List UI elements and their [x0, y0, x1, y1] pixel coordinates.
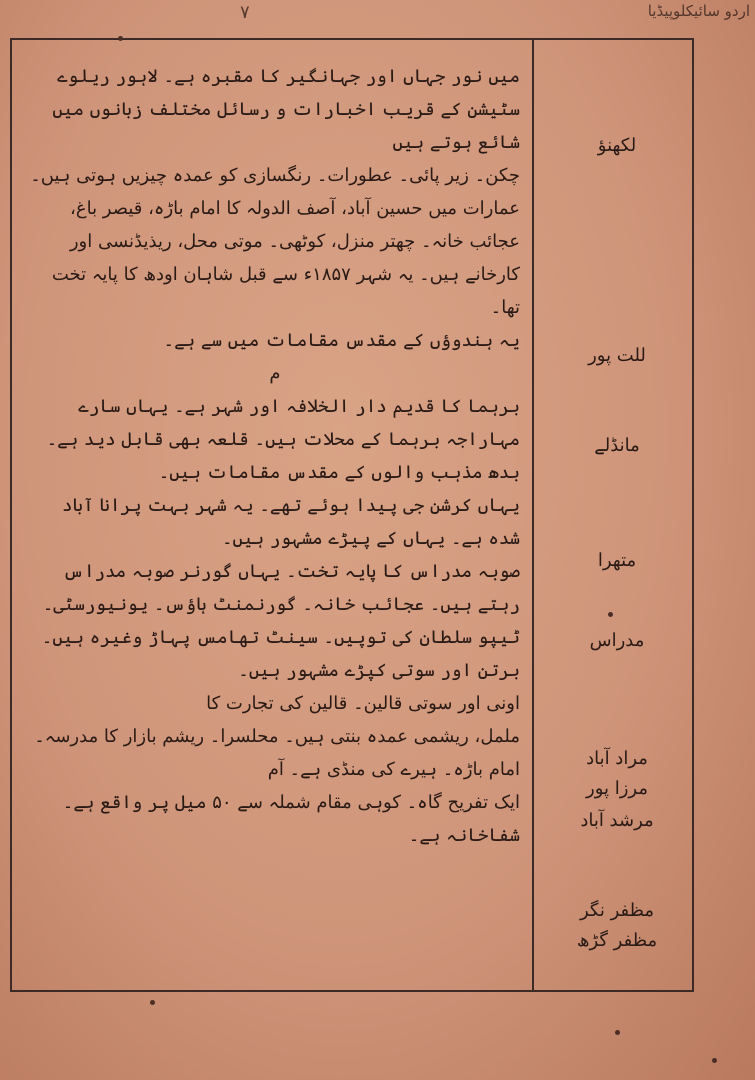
- ink-speck: [712, 1058, 717, 1063]
- place-label: مراد آباد: [586, 748, 648, 769]
- paragraph-mandalay: برہما کا قدیم دار الخلافہ اور شہر ہے۔ یہاں سارے مہاراجہ برہما کے محلات ہیں۔ قلعہ بھی قابل دید ہے۔ بدھ مذہب والوں کے مقدس مقامات ہیں۔: [46, 396, 520, 483]
- ink-speck: [150, 1000, 155, 1005]
- paragraph-muzaffarnagar: ایک تفریح گاہ۔ کوہی مقام شملہ سے ۵۰ میل پر واقع ہے۔ شفاخانہ ہے۔: [62, 792, 520, 846]
- place-label: للت پور: [588, 345, 646, 366]
- paragraph-mathura: یہاں کرشن جی پیدا ہوئے تھے۔ یہ شہر بہت پرانا آباد شدہ ہے۔ یہاں کے پیڑے مشہور ہیں۔: [62, 495, 520, 549]
- ink-speck: [118, 36, 123, 41]
- paragraph-lucknow: چکن۔ زیر پائی۔ عطورات۔ رنگسازی کو عمدہ چیزیں ہوتی ہیں۔ عمارات میں حسین آباد، آصف الدولہ کا امام باڑہ، قیصر باغ، عجائب خانہ۔ چھتر منزل، کوٹھی۔ موتی محل، ریذیڈنسی اور کارخانے ہیں۔ یہ شہر ۱۸۵۷ء سے قبل شاہان اودھ کا پایہ تخت تھا۔: [30, 165, 520, 318]
- paragraph-lalitpur: یہ ہندوؤں کے مقدس مقامات میں سے ہے۔: [163, 330, 520, 351]
- page-frame: [10, 38, 694, 992]
- ink-speck: [615, 1030, 620, 1035]
- column-divider: [532, 40, 534, 990]
- place-label: مدراس: [589, 630, 645, 651]
- place-label: مرشد آباد: [580, 810, 654, 831]
- header-title: اردو سائیکلوپیڈیا: [647, 2, 750, 20]
- place-label: لکھنؤ: [597, 135, 637, 156]
- place-label: مرزا پور: [586, 778, 648, 799]
- body-column: [30, 60, 520, 852]
- paragraph-madras: صوبہ مدراس کا پایہ تخت۔ یہاں گورنر صوبہ مدراس رہتے ہیں۔ عجائب خانہ۔ گورنمنٹ ہاؤس۔ یونیورسٹی۔ ٹیپو سلطان کی توپیں۔ سینٹ تھامس پہاڑ وغیرہ ہیں۔: [41, 561, 520, 648]
- place-label: مظفر گڑھ: [576, 930, 658, 951]
- section-separator: م: [269, 363, 281, 384]
- paragraph-lahore: میں نور جہاں اور جہانگیر کا مقبرہ ہے۔ لاہور ریلوے سٹیشن کے قریب اخبارات و رسائل مختلف زبانوں میں شائع ہوتے ہیں: [52, 66, 520, 153]
- paragraph-murshidabad: ململ، ریشمی عمدہ بنتی ہیں۔ محلسرا۔ ریشم بازار کا مدرسہ۔ امام باڑہ۔ ہیرے کی منڈی ہے۔ آم: [34, 726, 520, 780]
- place-label: مظفر نگر: [579, 900, 655, 921]
- paragraph-moradabad: برتن اور سوتی کپڑے مشہور ہیں۔: [238, 660, 520, 681]
- place-label: مانڈلے: [594, 435, 640, 456]
- place-label: متھرا: [597, 550, 637, 571]
- page-number: ٧: [240, 2, 250, 23]
- running-header: [240, 2, 750, 28]
- paragraph-mirzapur: اونی اور سوتی قالین۔ قالین کی تجارت کا: [206, 693, 520, 714]
- ink-speck: [608, 612, 613, 617]
